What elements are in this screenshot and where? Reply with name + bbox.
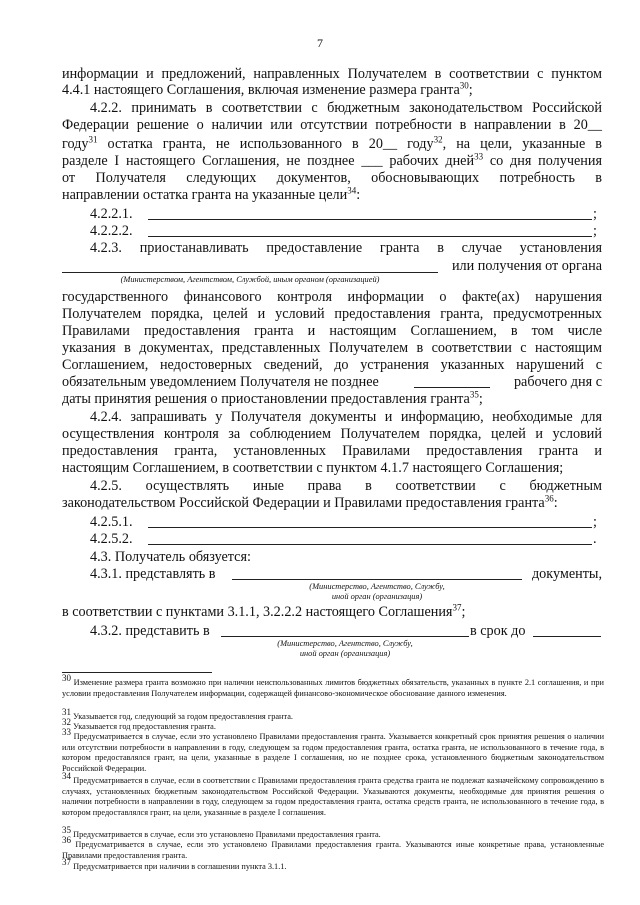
paragraph-4-2-5: 4.2.5. осуществлять иные права в соответствии с бюджетным xyxy=(90,478,602,494)
item-4-2-5-2: 4.2.5.2. xyxy=(90,531,133,547)
body-line: в соответствии с пунктами 3.1.1, 3.2.2.2 настоящего Соглашения$^{37}$; xyxy=(62,602,466,620)
section-4-3-heading: 4.3. Получатель обязуется: xyxy=(90,549,251,565)
footnote-35: $^{35}$ Предусматривается в случае, если это установлено Правилами предоставления гранта. xyxy=(62,825,381,839)
footnote-34: $^{34}$ Предусматривается в случае, если в соответствии с Правилами предоставления гранта средства гранта не подлежат казначейскому сопровождению в случаях, установленных бюджетным законодательством Российской Федерации. Указываются документы, необходимые для принятия решения о наличии потребности в направлении в году, следующем за годом предоставления гранта, остатка средств гранта, не использованного в течение года, в котором предоставлялся грант, на цели, указанные в разделе I соглашения. xyxy=(62,771,604,817)
field-caption: (Министерство, Агентство, Службу, xyxy=(277,639,413,648)
body-line: рабочего дня с xyxy=(513,374,602,390)
page-number: 7 xyxy=(317,36,323,50)
field-caption: (Министерством, Агентством, Службой, иным органом (организацией) xyxy=(120,275,380,284)
item-end: ; xyxy=(593,223,597,239)
body-line: или получения от органа xyxy=(451,258,602,274)
body-line: Федерации решение о наличии или отсутствии потребности в направлении в 20__ xyxy=(62,117,602,133)
body-line: Правилами предоставления гранта и настоящим Соглашением, в том числе xyxy=(62,323,602,339)
footnote-separator xyxy=(62,672,212,673)
item-end: . xyxy=(593,531,597,547)
paragraph-4-2-3: 4.2.3. приостанавливать предоставление гранта в случае установления xyxy=(90,240,602,256)
body-line: направлении остатка гранта на указанные цели$^{34}$: xyxy=(62,185,361,203)
field-caption: иной орган (организация) xyxy=(299,649,391,658)
footnote-31: $^{31}$ Указывается год, следующий за годом предоставления гранта. xyxy=(62,707,293,721)
body-line: от Получателя следующих документов, обосновывающих потребность в xyxy=(62,170,602,186)
body-line: настоящим Соглашением, в соответствии с пунктом 4.1.7 настоящего Соглашения; xyxy=(62,460,564,476)
fill-line xyxy=(221,636,469,637)
fill-line xyxy=(414,387,490,388)
paragraph-4-2-2: 4.2.2. принимать в соответствии с бюджетным законодательством Российской xyxy=(90,100,602,116)
body-line: Получателем порядка, целей и условий предоставления гранта, предусмотренных xyxy=(62,306,602,322)
body-line: указания в документах, представленных Получателем в соответствии с настоящим xyxy=(62,340,602,356)
body-line: предоставления гранта, установленных Правилами предоставления гранта и xyxy=(62,443,602,459)
item-end: ; xyxy=(593,514,597,530)
footnote-30: $^{30}$ Изменение размера гранта возможно при наличии неиспользованных лимитов бюджетных обязательств, указанных в пункте 2.1 соглашения, и при условии предоставления Получателем информации, содержащей финансово-экономическое обоснование данного изменения. xyxy=(62,673,604,698)
body-line: информации и предложений, направленных Получателем в соответствии с пунктом xyxy=(62,66,602,82)
paragraph-4-2-4: 4.2.4. запрашивать у Получателя документы и информацию, необходимые для xyxy=(90,409,602,425)
footnote-37: $^{37}$ Предусматривается при наличии в соглашении пункта 3.1.1. xyxy=(62,857,287,871)
body-line: законодательством Российской Федерации и Правилами предоставления гранта$^{36}$: xyxy=(62,493,558,511)
footnote-32: $^{32}$ Указывается год предоставления гранта. xyxy=(62,717,216,731)
fill-line xyxy=(533,636,601,637)
body-line: осуществления контроля за соблюдением Получателем порядка, целей и условий xyxy=(62,426,602,442)
body-line: государственного финансового контроля информации о факте(ах) нарушения xyxy=(62,289,602,305)
item-4-2-5-1: 4.2.5.1. xyxy=(90,514,133,530)
field-caption: (Министерство, Агентство, Службу, xyxy=(309,582,445,591)
body-line: даты принятия решения о приостановлении предоставления гранта$^{35}$; xyxy=(62,389,483,407)
body-line: разделе I настоящего Соглашения, не позднее ___ рабочих дней$^{33}$ со дня получения xyxy=(62,151,603,169)
body-line: в срок до xyxy=(470,623,526,639)
paragraph-4-3-2: 4.3.2. представить в xyxy=(90,623,210,639)
fill-line xyxy=(232,579,522,580)
fill-line xyxy=(62,272,438,273)
body-line: обязательным уведомлением Получателя не позднее xyxy=(62,374,379,390)
paragraph-4-3-1: 4.3.1. представлять в xyxy=(90,566,216,582)
fill-line xyxy=(148,219,592,220)
body-line: 4.4.1 настоящего Соглашения, включая изменение размера гранта$^{30}$; xyxy=(62,80,473,98)
footnote-33: $^{33}$ Предусматривается в случае, если это установлено Правилами предоставления гранта. Указывается конкретный срок принятия решения о наличии или отсутствии потребности в направлении в году, следующем за годом предоставления гранта, остатка гранта, не использованного в течение года, в котором предоставлялся грант, на цели, указанные в разделе I соглашения, но не позднее срока, установленного бюджетным законодательством Российской Федерации. xyxy=(62,727,605,773)
footnote-36: $^{36}$ Предусматривается в случае, если это установлено Правилами предоставления гранта. Указываются иные конкретные права, установленные Правилами предоставления гранта. xyxy=(62,835,604,860)
body-line: документы, xyxy=(531,566,602,582)
fill-line xyxy=(148,236,592,237)
item-end: ; xyxy=(593,206,597,222)
body-line: Соглашением, недостоверных сведений, до устранения указанных нарушений с xyxy=(62,357,602,373)
item-4-2-2-1: 4.2.2.1. xyxy=(90,206,133,222)
fill-line xyxy=(148,527,592,528)
item-4-2-2-2: 4.2.2.2. xyxy=(90,223,133,239)
field-caption: иной орган (организация) xyxy=(331,592,423,601)
body-line: году$^{31}$ остатка гранта, не использованного в 20__ году$^{32}$, на цели, указанные в xyxy=(62,134,602,152)
fill-line xyxy=(148,544,592,545)
